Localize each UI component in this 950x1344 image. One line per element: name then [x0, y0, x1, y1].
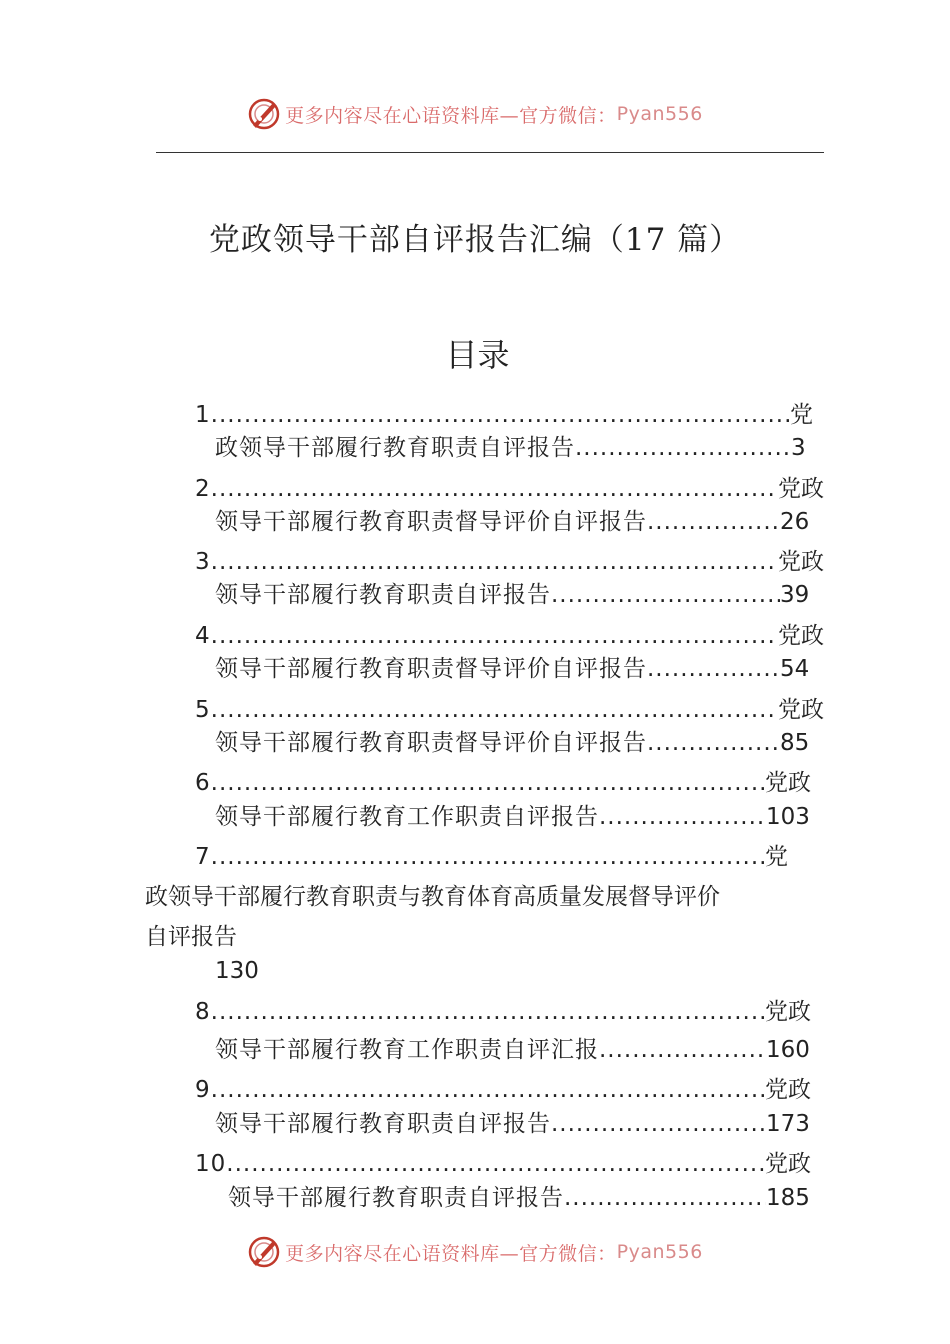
- header-divider: [156, 152, 824, 153]
- toc-item-7-page[interactable]: [215, 956, 259, 986]
- toc-page-number: 39: [780, 582, 810, 608]
- toc-item-1-line1[interactable]: 1 ..... 党: [195, 400, 813, 430]
- toc-page-number: 130: [215, 958, 259, 984]
- toc-item-8-line2[interactable]: 领导干部履行教育工作职责自评汇报 ..... 160: [215, 1035, 810, 1065]
- logo-icon: [247, 97, 281, 131]
- toc-page-number: 173: [766, 1111, 810, 1137]
- toc-item-8-line1[interactable]: 8 ..... 党政: [195, 997, 811, 1027]
- footer-banner-text: 更多内容尽在心语资料库—官方微信：: [285, 1242, 617, 1265]
- toc-page-number: 160: [766, 1037, 810, 1063]
- toc-item-5-line2[interactable]: 领导干部履行教育职责督导评价自评报告 ..... 85: [215, 728, 809, 758]
- footer-banner: [0, 1232, 950, 1272]
- toc-item-2-line2[interactable]: 领导干部履行教育职责督导评价自评报告 ..... 26: [215, 507, 809, 537]
- logo-icon: [247, 1235, 281, 1269]
- toc-heading: 目录: [445, 336, 510, 374]
- toc-item-7-line2[interactable]: 政领导干部履行教育职责与教育体育高质量发展督导评价: [145, 884, 720, 910]
- toc-page-number: 85: [780, 730, 810, 756]
- toc-item-2-line1[interactable]: 2 ..... 党政: [195, 474, 824, 504]
- header-banner-text: 更多内容尽在心语资料库—官方微信：: [285, 104, 617, 127]
- toc-page-number: 185: [766, 1185, 810, 1211]
- toc-page-number: 103: [766, 804, 810, 830]
- toc-item-4-line2[interactable]: 领导干部履行教育职责督导评价自评报告 ..... 54: [215, 654, 809, 684]
- toc-item-10-line1[interactable]: 10 ..... 党政: [195, 1149, 811, 1179]
- toc-page-number: 3: [791, 435, 806, 461]
- toc-item-5-line1[interactable]: 5 ..... 党政: [195, 695, 824, 725]
- toc-page-number: 54: [780, 656, 810, 682]
- header-banner: [0, 94, 950, 134]
- toc-item-6-line2[interactable]: 领导干部履行教育工作职责自评报告 ..... 103: [215, 802, 810, 832]
- toc-item-4-line1[interactable]: 4 ..... 党政: [195, 621, 824, 651]
- header-wechat-id: Pyan556: [616, 103, 703, 125]
- toc-item-3-line2[interactable]: 领导干部履行教育职责自评报告 ..... 39: [215, 580, 809, 610]
- toc-item-7-line1[interactable]: 7 ..... 党: [195, 842, 788, 872]
- toc-item-9-line2[interactable]: 领导干部履行教育职责自评报告 ..... 173: [215, 1109, 810, 1139]
- toc-item-7-line3[interactable]: 自评报告: [145, 924, 237, 950]
- toc-item-9-line1[interactable]: 9 ..... 党政: [195, 1075, 811, 1105]
- toc-item-3-line1[interactable]: 3 ..... 党政: [195, 547, 824, 577]
- footer-wechat-id: Pyan556: [616, 1241, 703, 1263]
- toc-item-1-line2[interactable]: 政领导干部履行教育职责自评报告 ..... 3: [215, 433, 806, 463]
- toc-page-number: 26: [780, 509, 810, 535]
- toc-item-6-line1[interactable]: 6 ..... 党政: [195, 768, 811, 798]
- toc-item-10-line2[interactable]: 领导干部履行教育职责自评报告 ..... 185: [228, 1183, 810, 1213]
- document-title: 党政领导干部自评报告汇编（17 篇）: [208, 222, 742, 258]
